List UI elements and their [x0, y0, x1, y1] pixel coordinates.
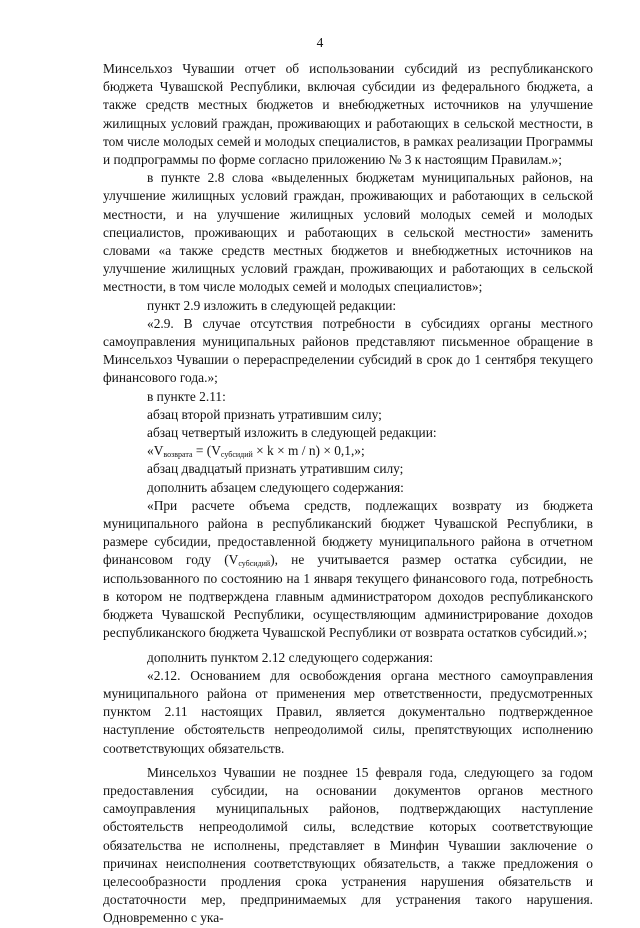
- formula-line: [103, 442, 593, 460]
- formula-mid: = (V: [192, 443, 221, 459]
- formula-tail: × k × m / n) × 0,1,»;: [252, 443, 365, 459]
- subsidy-calc-after: ), не учитывается размер остатка субсидии, не использованного по состоянию на 1 января текущего финансового года, потребность в котором не подтверждена главным администратором доходов республиканского бюджета Чувашской Республики, осуществляющим администрирование доходов республиканского бюджета Чувашской Республики от возврата остатков субсидий.»;: [103, 552, 593, 641]
- paragraph-add-point-2-12: дополнить пунктом 2.12 следующего содержания:: [147, 649, 434, 665]
- paragraph-abzac-20: абзац двадцатый признать утратившим силу;: [147, 461, 404, 477]
- paragraph-add-abzac: дополнить абзацем следующего содержания:: [147, 479, 404, 495]
- paragraph-point-2-8: в пункте 2.8 слова «выделенных бюджетам муниципальных районов, на улучшение жилищных условий граждан, проживающих и работающих в сельской местности, и на улучшение жилищных условий молодых семей и молодых специалистов, проживающих и работающих в сельской местности» заменить словами «а также средств местных бюджетов и внебюджетных источников на улучшение жилищных условий граждан, проживающих и работающих в сельской местности, в том числе молодых семей и молодых специалистов»;: [103, 170, 593, 295]
- paragraph-abzac-4: абзац четвертый изложить в следующей редакции:: [147, 425, 437, 441]
- paragraph-final: Минсельхоз Чувашии не позднее 15 февраля года, следующего за годом предоставления субсидии, на основании документов органов местного самоуправления муниципальных районов, подтверждающих наступление обстоятельств непреодолимой силы, вследствие которых соответствующие обязательства не исполнены, представляет в Минфин Чувашии заключение о причинах неисполнения соответствующих обязательств, а также предложения о целесообразности продления срока устранения нарушения обязательств и достаточности мер, предпринимаемых для устранения такого нарушения. Одновременно с ука-: [103, 764, 593, 926]
- document-body: [103, 60, 593, 928]
- paragraph-point-2-9-text: «2.9. В случае отсутствия потребности в субсидиях органы местного самоуправления муниципальных районов представляют письменное обращение в Минсельхоз Чувашии о перераспределении субсидий в срок до 1 сентября текущего финансового года.»;: [103, 315, 593, 386]
- paragraph-abzac-2: абзац второй признать утратившим силу;: [147, 406, 382, 422]
- paragraph-subsidy-calc: [103, 497, 593, 643]
- formula-sub-subsidy: субсидий: [220, 450, 253, 460]
- formula-sub-return: возврата: [163, 450, 193, 460]
- paragraph-point-2-9-intro: пункт 2.9 изложить в следующей редакции:: [147, 297, 397, 313]
- paragraph-point-2-12: «2.12. Основанием для освобождения органа местного самоуправления муниципального района от применения мер ответственности, предусмотренных пунктом 2.11 настоящих Правил, является документально подтвержденное наступление обстоятельств непреодолимой силы, препятствующих исполнению соответствующих обязательств.: [103, 667, 593, 756]
- paragraph-point-2-11-intro: в пункте 2.11:: [147, 388, 226, 404]
- subsidy-calc-before: «При расчете объема средств, подлежащих возврату из бюджета муниципального района в республиканский бюджет Чувашской Республики, в размере субсидии, предоставленной бюджету муниципального района в отчетном финансовом году (V: [103, 497, 593, 568]
- formula-open: «V: [147, 443, 164, 459]
- subsidy-calc-sub: субсидий: [238, 559, 271, 569]
- paragraph-report: Минсельхоз Чувашии отчет об использовании субсидий из республиканского бюджета Чувашской Республики, включая субсидии из федерального бюджета, а также средств местных бюджетов и внебюджетных источников на улучшение жилищных условий граждан, проживающих и работающих в сельской местности, в том числе молодых семей и молодых специалистов, в рамках реализации Программы и подпрограммы по форме согласно приложению № 3 к настоящим Правилам.»;: [103, 61, 593, 168]
- page-number: 4: [316, 35, 324, 50]
